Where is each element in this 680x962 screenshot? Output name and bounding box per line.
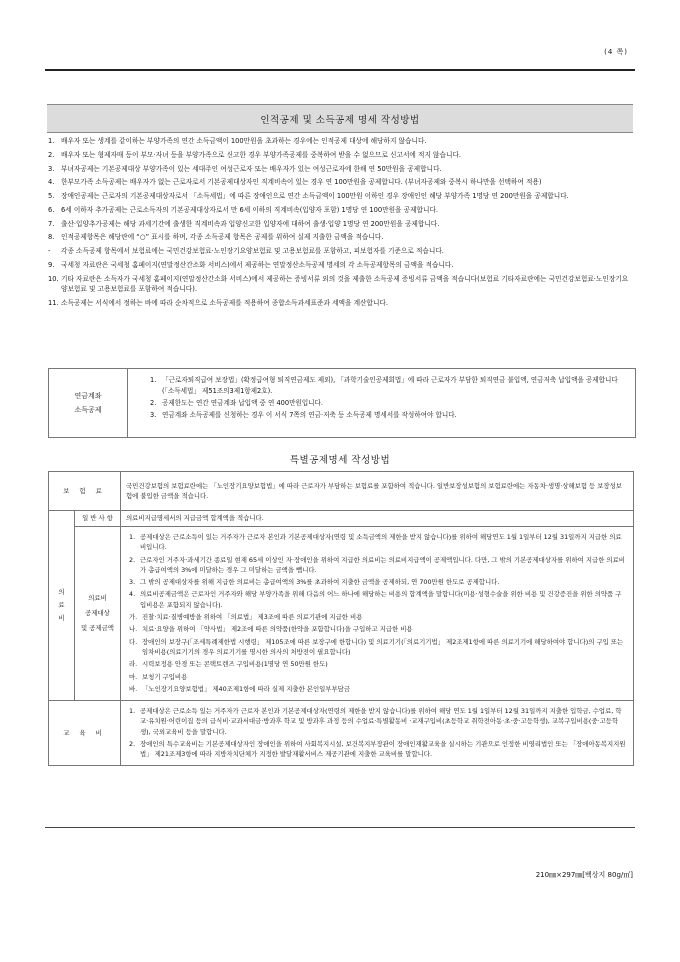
medical-general-label: 일 반 사 항 — [75, 511, 121, 527]
list-item: 다. 장애인의 보장구(「조세특례제한법 시행령」 제105조에 따른 보장구에 한합니다) 및 의료기기(「의료기기법」 제2조제1항에 따른 의료기기에 해당하여야 합니다)의 구입 또는 임차비용(의료기기의 경우 의료기기를 명시한 의사의 처방전이 필요합니다) — [129, 637, 624, 656]
list-item: 가. 진찰·치료·질병예방을 위하여 「의료법」 제3조에 따른 의료기관에 지급한 비용 — [129, 613, 363, 622]
table-row-education — [49, 701, 634, 765]
list-item: 바. 「노인장기요양보험법」 제40조제1항에 따라 실제 지출한 본인일부부담금 — [129, 684, 350, 693]
list-item: 1. 공제대상은 근로소득 있는 거주자가 근로자 본인과 기본공제대상자(연령의 제한을 받지 않습니다)를 위하여 해당 연도 1월 1일부터 12월 31일까지 지출한 입학금, 수업료, 학교·유치원·어린이집 등의 급식비·교과서대금·방과후 학교 및 방과후 과정 등의 수업료·특별활동비 ·교재구입비(초등학교 취학전아동·초·중·고등학생), 교복구입비용(중·고등학생), 국외교육비 등을 말합니다. — [129, 707, 622, 736]
list-item: 1. 배우자 또는 생계를 같이하는 부양가족의 연간 소득금액이 100만원을 초과하는 경우에는 인적공제 대상에 해당하지 않습니다. — [48, 137, 427, 145]
list-item: 11. 소득공제는 서식에서 정하는 바에 따라 순차적으로 소득공제를 적용하여 종합소득과세표준과 세액을 계산합니다. — [48, 299, 389, 308]
list-item: 4. 한부모가족 소득공제는 배우자가 없는 근로자로서 기본공제대상자인 직계비속이 있는 경우 연 100만원을 공제합니다. (부녀자공제와 중복시 하나만을 선택하여 적용) — [48, 178, 542, 187]
personal-deduction-instructions — [48, 136, 632, 312]
list-item: 3. 그 밖의 공제대상자를 위해 지급한 의료비는 총급여액의 3%를 초과하여 지출한 금액을 공제하되, 연 700만원 한도로 공제합니다. — [129, 578, 500, 587]
education-label: 교 육 비 — [49, 701, 121, 765]
list-item: 9. 국세청 자료란은 국세청 홈페이지(연말정산간소화 서비스)에서 제공하는 연말정산소득공제 명세의 각 소득공제항목의 금액을 적습니다. — [48, 261, 454, 270]
list-item: 1. 「근로자퇴직급여 보장법」(확정급여형 퇴직연금제도 제외), 「과학기술인공제회법」에 따라 근로자가 부담한 퇴직연금 불입액, 연금저축 납입액을 공제합니다(「소득세법」 제51조의3제1항제2호). — [150, 376, 618, 395]
list-item: 마. 보청기 구입비용 — [129, 672, 188, 681]
list-item: 2. 근로자인 거주자·과세기간 종료일 현재 65세 이상인 자·장애인을 위하여 지급한 의료비는 의료비지급액이 공제액입니다. 다만, 그 밖의 기본공제대상자를 위하여 지급한 의료비가 총급여액의 3%에 미달하는 경우 그 미달하는 금액을 뺍니다. — [129, 555, 625, 574]
list-item: 10. 기타 자료란은 소득자가 국세청 홈페이지(연말정산간소화 서비스)에서 제공하는 증빙서류 외의 것을 제출한 소득공제 증빙서류 금액을 적습니다(보험료 기타자료란에는 국민건강보험료·노인장기요양보험료 및 고용보험료를 포함하여 적습니다). — [48, 274, 629, 294]
medical-deduction-label: 의료비 공제대상 및 공제금액 — [75, 527, 121, 701]
list-item: - 각종 소득공제 항목에서 보험료에는 국민건강보험료·노인장기요양보험료 및 고용보험료를 포함하고, 피보험자를 기준으로 적습니다. — [48, 247, 444, 256]
section-title-special-deduction: 특별공제명세 작성방법 — [289, 455, 391, 466]
pension-account-box — [48, 368, 636, 438]
list-item: 8. 인적공제항목은 해당란에 “○” 표시를 하며, 각종 소득공제 항목은 공제를 위하여 실제 지출한 금액을 적습니다. — [48, 233, 384, 242]
page-number: (4 쪽) — [604, 48, 628, 56]
paper-spec: 210㎜×297㎜[백상지 80g/㎡] — [535, 871, 633, 879]
insurance-text: 국민건강보험의 보험료란에는 「노인장기요양보험법」에 따라 근로자가 부담하는 보험료를 포함하여 적습니다. 일반보장성보험의 보험료란에는 자동차·생명·상해보험 등 보장성보험에 불입한 금액을 적습니다. — [121, 472, 634, 511]
special-deduction-table — [48, 471, 634, 766]
list-item: 3. 연금계좌 소득공제를 신청하는 경우 이 서식 7쪽의 연금·저축 등 소득공제 명세서를 작성하여야 합니다. — [150, 410, 457, 419]
list-item: 4. 의료비공제금액은 근로자인 거주자와 해당 부양가족을 위해 다음의 어느 하나에 해당하는 비용의 합계액을 말합니다(미용·성형수술을 위한 비용 및 건강증진을 위한 의약품 구입비용은 포함되지 않습니다). — [129, 590, 622, 609]
list-item: 라. 시력보정용 안경 또는 콘택트렌즈 구입비용(1명당 연 50만원 한도) — [129, 660, 328, 669]
list-item: 나. 치료·요양을 위하여 「약사법」 제2조에 따른 의약품(한약을 포함합니다)을 구입하고 지급한 비용 — [129, 625, 413, 634]
section-title-personal-deduction: 인적공제 및 소득공제 명세 작성방법 — [47, 104, 633, 133]
pension-account-label: 연금계좌 소득공제 — [49, 369, 128, 437]
medical-label: 의 료 비 — [49, 511, 75, 701]
list-item: 5. 장애인공제는 근로자의 기본공제대상자로서 「소득세법」에 따른 장애인으로 연간 소득금액이 100만원 이하인 경우 장애인인 해당 부양가족 1명당 연 200만원을 공제합니다. — [48, 192, 569, 201]
list-item: 2. 공제한도는 연간 연금계좌 납입액 중 연 400만원입니다. — [150, 398, 324, 407]
medical-deduction-text — [121, 527, 634, 701]
top-divider — [45, 69, 635, 71]
table-row-insurance — [49, 472, 634, 511]
list-item: 1. 공제대상은 근로소득이 있는 거주자가 근로자 본인과 기본공제대상자(연령 및 소득금액의 제한을 받지 않습니다)를 위하여 해당연도 1월 1일부터 12월 31일까지 지급한 의료비입니다. — [129, 533, 622, 552]
table-row-medical-general — [49, 511, 634, 527]
list-item: 2. 배우자 또는 형제자매 등이 부모·자녀 등을 부양가족으로 신고한 경우 부양가족공제를 중복하여 받을 수 없으므로 신고서에 적지 않습니다. — [48, 150, 462, 159]
list-item: 2. 장애인의 특수교육비는 기본공제대상자인 장애인을 위하여 사회복지시설, 보건복지부장관이 장애인재활교육을 실시하는 기관으로 인정한 비영리법인 또는 「장애아동복지지원법」 제21조제3항에 따라 지방자치단체가 지정한 발달재활서비스 제공기관에 지출한 교육비를 말합니다. — [129, 740, 626, 759]
list-item: 6. 6세 이하자 추가공제는 근로소득자의 기본공제대상자로서 만 6세 이하의 직계비속(입양자 포함) 1명당 연 100만원을 공제합니다. — [48, 205, 439, 214]
insurance-label: 보 험 료 — [49, 472, 121, 511]
education-text — [121, 701, 634, 765]
bottom-divider — [45, 827, 635, 828]
list-item: 7. 출산·입양추가공제는 해당 과세기간에 출생한 직계비속과 입양신고한 입양자에 대하여 출생·입양 1명당 연 200만원을 공제합니다. — [48, 219, 440, 228]
list-item: 3. 부녀자공제는 기본공제대상 부양가족이 있는 세대주인 여성근로자 또는 배우자가 있는 여성근로자에 한해 연 50만원을 공제합니다. — [48, 164, 442, 173]
pension-account-instructions — [128, 369, 635, 437]
medical-general-text: 의료비지급명세서의 지급금액 합계액을 적습니다. — [121, 511, 634, 527]
table-row-medical-deduction — [49, 527, 634, 701]
